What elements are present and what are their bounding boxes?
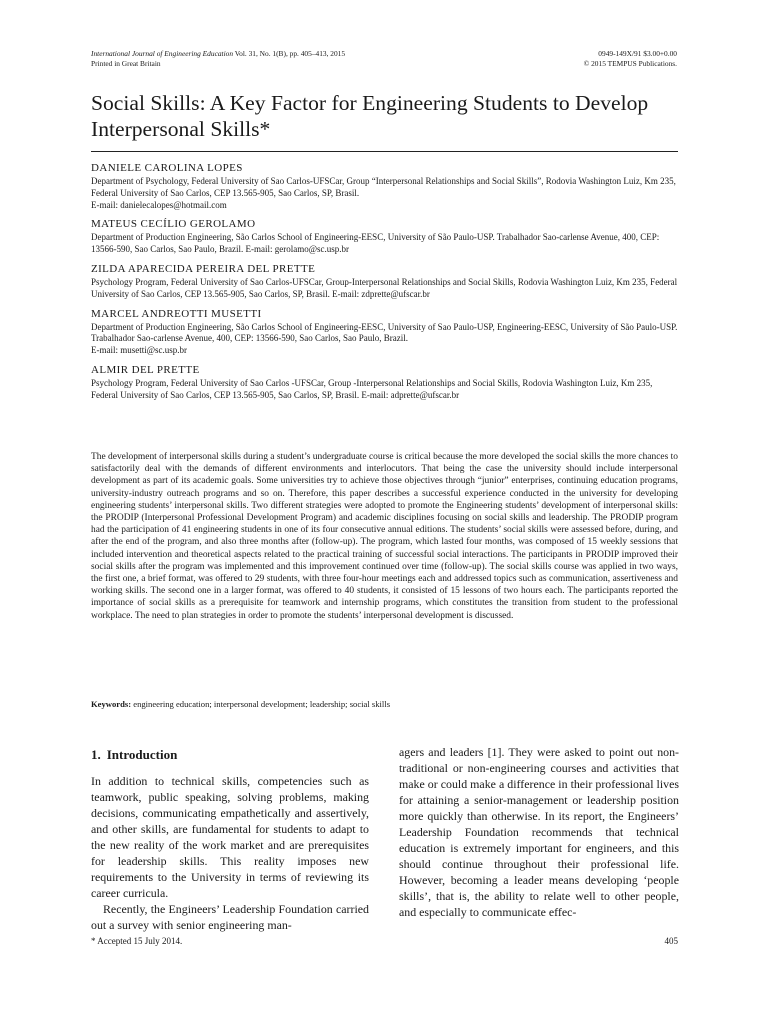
author-affiliation: Psychology Program, Federal University of Sao Carlos-UFSCar, Group-Interpersonal Relationships and Social Skills, Rodovia Washington Luiz, Km 235, Federal University of Sao Carlos, CEP 13.565-905, Sao Carlos, SP, Brasil. E-mail: zdprette@ufscar.br xyxy=(91,276,678,299)
keywords-line xyxy=(91,699,678,710)
author-block xyxy=(91,161,681,211)
author-affiliation: Department of Production Engineering, São Carlos School of Engineering-EESC, University of São Paulo-USP. Trabalhador Sao-carlense Avenue, 400, CEP: 13566-590, Sao Carlos, Sao Paulo, Brazil. E-mail: gerolamo@sc.usp.br xyxy=(91,232,660,255)
author-name: ZILDA APARECIDA PEREIRA DEL PRETTE xyxy=(91,262,316,275)
author-name: ALMIR DEL PRETTE xyxy=(91,363,200,376)
keywords-text: engineering education; interpersonal development; leadership; social skills xyxy=(133,699,391,709)
section-title: Introduction xyxy=(106,747,178,762)
author-list xyxy=(91,161,681,408)
body-column-left xyxy=(91,746,369,933)
body-paragraph: Recently, the Engineers’ Leadership Foundation carried out a survey with senior engineering man- xyxy=(91,902,369,933)
paper-title: Social Skills: A Key Factor for Engineering Students to Develop Interpersonal Skills* xyxy=(91,91,649,141)
running-header-right xyxy=(584,49,677,68)
keywords-label: Keywords: xyxy=(91,699,132,709)
author-email: E-mail: musetti@sc.usp.br xyxy=(91,345,188,356)
author-name: DANIELE CAROLINA LOPES xyxy=(91,162,243,174)
author-block xyxy=(91,262,681,301)
acceptance-footnote: * Accepted 15 July 2014. xyxy=(91,936,183,946)
issn-price: 0949-149X/91 $3.00+0.00 xyxy=(598,49,677,58)
abstract: The development of interpersonal skills during a student’s undergraduate course is critical because the more developed the social skills the more chances to satisfactorily deal with the demands of different environments and interlocutors. That being the case the university should include interpersonal development as part of its academic goals. Some universities try to achieve those objectives through “junior” enterprises, continuing education programs, university-industry outreach programs and so on. Therefore, this paper describes a successful experience conducted in the university for developing engineering students’ interpersonal skills. Two different strategies were adopted to promote the Engineering students’ development of interpersonal skills: the PRODIP (Interpersonal Professional Development Program) and academic disciplines focusing on social skills and leadership. The PRODIP program had the participation of 41 engineering students in one of its four consecutive annual editions. The students’ social skills were assessed before, during, and after the end of the program, and also three months after (follow-up). The program, which lasted four months, was composed of 15 weekly sessions that included intervention and theoretical aspects related to the practical training of successful social interactions. The participants in PRODIP improved their social skills after the program was implemented and this improvement continued over time (follow-up). The social skills course was applied in two ways, the first one, a brief format, was offered to 29 students, with three four-hour meetings each and addressed topics such as communication, assertiveness and working skills. The second one in a larger format, was offered to 40 students, it consisted of 15 lessons of two hours each. The participants reported the importance of social skills as a prerequisite for teamwork and internship programs, which constitutes the transition from student to the professional workplace. The need to plan strategies in order to promote the students’ interpersonal development is discussed. xyxy=(91,452,678,621)
journal-citation xyxy=(91,49,345,59)
copyright-notice: © 2015 TEMPUS Publications. xyxy=(583,58,677,68)
author-affiliation: Department of Psychology, Federal University of Sao Carlos-UFSCar, Group “Interpersonal Relationships and Social Skills”, Rodovia Washington Luiz, Km 235, Federal University of Sao Carlos, CEP 13.565-905, Sao Carlos, SP, Brasil. xyxy=(91,176,676,198)
body-paragraph: agers and leaders [1]. They were asked to point out non-traditional or non-engineering courses and activities that make or could make a difference in their professional lives for attaining a senior-management or leadership position more quickly than otherwise. In its report, the Engineers’ Leadership Foundation recommends that technical education is extremely important for engineers, and this should continue throughout their professional life. However, becoming a leader means developing ‘people skills’, that is, the ability to relate well to other people, and especially to communicate effec- xyxy=(399,745,679,920)
author-name: MATEUS CECÍLIO GEROLAMO xyxy=(91,218,256,231)
section-number: 1. xyxy=(91,747,101,762)
running-header-left xyxy=(91,49,345,68)
journal-name: International Journal of Engineering Education xyxy=(91,49,234,58)
volume-info: Vol. 31, No. 1(B), pp. 405–413, 2015 xyxy=(233,49,346,58)
author-affiliation: Psychology Program, Federal University of Sao Carlos -UFSCar, Group -Interpersonal Relationships and Social Skills, Rodovia Washington Luiz, Km 235, Federal University of Sao Carlos, CEP 13.565-905, Sao Carlos, SP, Brasil. E-mail: adprette@ufscar.br xyxy=(91,377,653,400)
author-block xyxy=(91,307,681,357)
author-block xyxy=(91,363,681,402)
author-name: MARCEL ANDREOTTI MUSETTI xyxy=(91,307,262,320)
author-block xyxy=(91,217,681,256)
body-paragraph: In addition to technical skills, competencies such as teamwork, public speaking, solving problems, making decisions, communicating empathetically and assertively, and other skills, are fundamental for students to adapt to the new reality of the work market and are prerequisites for leadership skills. This reality imposes new requirements to the University in terms of reviewing its career curricula. xyxy=(91,774,369,901)
section-heading xyxy=(91,746,369,764)
body-column-right xyxy=(399,744,679,921)
author-affiliation: Department of Production Engineering, São Carlos School of Engineering-EESC, University of Sao Paulo-USP, Engineering-EESC, University of São Paulo-USP. Trabalhador Sao-carlense Avenue, 400, CEP: 13566-590, Sao Carlos, Sao Paulo, Brazil. xyxy=(91,321,678,344)
title-rule xyxy=(91,151,678,152)
author-email: E-mail: danielecalopes@hotmail.com xyxy=(91,199,227,210)
printed-in: Printed in Great Britain xyxy=(91,58,161,68)
page-number: 405 xyxy=(664,936,678,946)
